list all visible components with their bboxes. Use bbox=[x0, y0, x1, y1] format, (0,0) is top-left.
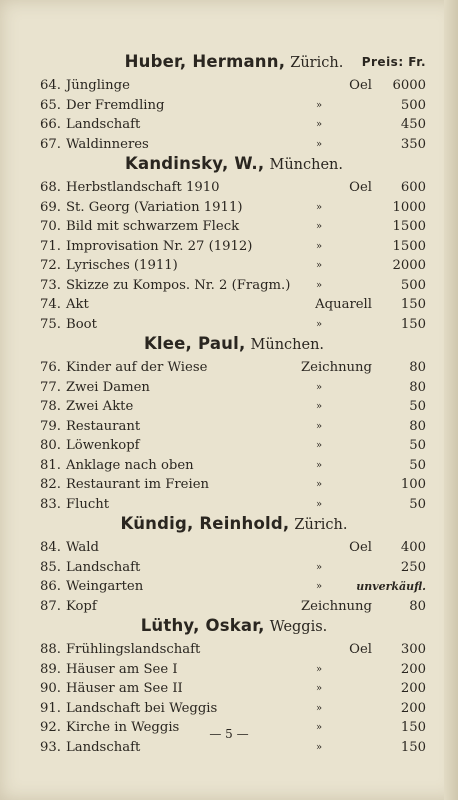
catalog-entry bbox=[40, 597, 428, 617]
artist-header bbox=[40, 334, 428, 358]
entry-technique: » bbox=[316, 561, 323, 573]
entry-number: 67. bbox=[40, 136, 61, 152]
page-edge bbox=[444, 0, 458, 800]
entry-number: 75. bbox=[40, 316, 61, 332]
artist-city: Weggis. bbox=[269, 619, 328, 635]
entry-price: 50 bbox=[409, 399, 426, 414]
entry-price: 350 bbox=[400, 136, 426, 152]
entry-price: 150 bbox=[400, 739, 426, 755]
catalog-entry bbox=[40, 475, 428, 495]
entry-price: 150 bbox=[400, 297, 426, 312]
entry-number: 77. bbox=[40, 379, 61, 395]
entry-title: Restaurant im Freien bbox=[66, 477, 209, 492]
catalog-list bbox=[40, 52, 428, 757]
entry-number: 66. bbox=[40, 117, 61, 132]
entry-technique: » bbox=[316, 581, 323, 592]
entry-price: 450 bbox=[400, 117, 426, 132]
artist-header bbox=[40, 52, 428, 76]
artist-city: Zürich. bbox=[290, 55, 344, 71]
entry-technique: » bbox=[316, 221, 323, 232]
entry-technique: Oel bbox=[349, 540, 372, 555]
entry-price: 200 bbox=[400, 681, 426, 696]
entry-technique: Oel bbox=[349, 642, 372, 657]
catalog-entry bbox=[40, 198, 428, 218]
entry-title: Anklage nach oben bbox=[66, 457, 194, 473]
entry-number: 72. bbox=[40, 258, 61, 273]
catalog-entry bbox=[40, 397, 428, 417]
entry-number: 93. bbox=[40, 739, 61, 755]
entry-technique: » bbox=[316, 240, 323, 252]
entry-number: 89. bbox=[40, 661, 61, 677]
catalog-entry bbox=[40, 115, 428, 135]
entry-price: 250 bbox=[400, 559, 426, 575]
catalog-entry bbox=[40, 436, 428, 456]
catalog-entry bbox=[40, 217, 428, 237]
entry-number: 65. bbox=[40, 97, 61, 113]
entry-number: 79. bbox=[40, 418, 61, 434]
entry-number: 71. bbox=[40, 238, 61, 254]
catalog-entry bbox=[40, 679, 428, 699]
entry-technique: Aquarell bbox=[315, 297, 372, 312]
artist-heading bbox=[40, 334, 428, 353]
entry-title: Herbstlandschaft 1910 bbox=[66, 180, 220, 195]
entry-technique: » bbox=[316, 279, 323, 291]
entry-technique: » bbox=[316, 498, 323, 510]
entry-title: Landschaft bbox=[66, 739, 141, 755]
page-number: — 5 — bbox=[209, 727, 249, 741]
artist-name: Kündig, Reinhold, bbox=[120, 514, 290, 533]
entry-price: 2000 bbox=[392, 258, 426, 273]
entry-number: 70. bbox=[40, 219, 61, 234]
catalog-entry bbox=[40, 699, 428, 719]
entry-technique: » bbox=[316, 479, 323, 490]
artist-city: München. bbox=[250, 337, 325, 353]
entry-price: unverkäufl. bbox=[356, 580, 426, 593]
entry-number: 88. bbox=[40, 642, 61, 657]
entry-number: 64. bbox=[40, 78, 61, 93]
entry-title: Zwei Damen bbox=[66, 379, 150, 395]
entry-price: 1500 bbox=[392, 219, 426, 234]
entry-title: Der Fremdling bbox=[66, 97, 165, 113]
entry-price: 80 bbox=[409, 598, 426, 614]
entry-technique: » bbox=[316, 420, 323, 432]
entry-technique: » bbox=[316, 119, 323, 130]
catalog-entry bbox=[40, 76, 428, 96]
entry-technique: » bbox=[316, 381, 323, 393]
entry-title: Wald bbox=[66, 540, 99, 555]
entry-technique: » bbox=[316, 401, 323, 412]
entry-number: 81. bbox=[40, 457, 61, 473]
catalog-entry bbox=[40, 295, 428, 315]
entry-title: Landschaft bbox=[66, 117, 141, 132]
artist-name: Huber, Hermann, bbox=[124, 52, 286, 71]
entry-price: 500 bbox=[400, 97, 426, 113]
entry-price: 600 bbox=[400, 180, 426, 195]
entry-title: Weingarten bbox=[66, 579, 144, 594]
entry-number: 68. bbox=[40, 180, 61, 195]
entry-number: 83. bbox=[40, 496, 61, 512]
entry-price: 1000 bbox=[392, 199, 426, 215]
entry-title: Häuser am See II bbox=[66, 681, 183, 696]
catalog-entry bbox=[40, 538, 428, 558]
entry-number: 92. bbox=[40, 720, 61, 735]
entry-technique: » bbox=[316, 201, 323, 213]
catalog-entry bbox=[40, 456, 428, 476]
entry-title: Boot bbox=[66, 316, 97, 332]
price-column-label: Preis: Fr. bbox=[361, 55, 426, 69]
catalog-entry bbox=[40, 417, 428, 437]
catalog-entry bbox=[40, 178, 428, 198]
entry-technique: Zeichnung bbox=[301, 598, 372, 614]
artist-name: Klee, Paul, bbox=[143, 334, 246, 353]
entry-technique: » bbox=[316, 741, 323, 753]
entry-price: 50 bbox=[409, 457, 426, 473]
entry-price: 200 bbox=[400, 700, 426, 716]
entry-number: 86. bbox=[40, 579, 61, 594]
entry-number: 91. bbox=[40, 700, 61, 716]
entry-technique: » bbox=[316, 722, 323, 733]
entry-title: Kirche in Weggis bbox=[66, 720, 180, 735]
entry-price: 1500 bbox=[392, 238, 426, 254]
entry-title: Häuser am See I bbox=[66, 661, 178, 677]
entry-number: 69. bbox=[40, 199, 61, 215]
entry-price: 150 bbox=[400, 720, 426, 735]
catalog-entry bbox=[40, 577, 428, 597]
entry-title: Kinder auf der Wiese bbox=[66, 360, 208, 375]
entry-price: 50 bbox=[409, 438, 426, 453]
entry-number: 90. bbox=[40, 681, 61, 696]
entry-price: 400 bbox=[400, 540, 426, 555]
entry-price: 80 bbox=[409, 360, 426, 375]
entry-technique: » bbox=[316, 138, 323, 150]
entry-technique: » bbox=[316, 318, 323, 330]
entry-title: St. Georg (Variation 1911) bbox=[66, 199, 243, 215]
catalog-entry bbox=[40, 660, 428, 680]
entry-number: 80. bbox=[40, 438, 61, 453]
catalog-entry bbox=[40, 256, 428, 276]
entry-title: Bild mit schwarzem Fleck bbox=[66, 219, 240, 234]
catalog-entry bbox=[40, 237, 428, 257]
entry-technique: Oel bbox=[349, 78, 372, 93]
catalog-entry bbox=[40, 558, 428, 578]
entry-title: Frühlingslandschaft bbox=[66, 642, 201, 657]
entry-title: Jünglinge bbox=[66, 78, 130, 93]
entry-title: Lyrisches (1911) bbox=[66, 258, 178, 273]
entry-number: 76. bbox=[40, 360, 61, 375]
entry-title: Landschaft bei Weggis bbox=[66, 700, 218, 716]
catalog-entry bbox=[40, 96, 428, 116]
entry-title: Improvisation Nr. 27 (1912) bbox=[66, 238, 253, 254]
entry-technique: Zeichnung bbox=[301, 360, 372, 375]
catalog-entry bbox=[40, 135, 428, 155]
entry-technique: » bbox=[316, 440, 323, 451]
artist-header bbox=[40, 616, 428, 640]
entry-price: 150 bbox=[400, 316, 426, 332]
entry-title: Löwenkopf bbox=[66, 438, 140, 453]
entry-number: 82. bbox=[40, 477, 61, 492]
entry-price: 50 bbox=[409, 496, 426, 512]
catalog-entry bbox=[40, 495, 428, 515]
entry-price: 100 bbox=[400, 477, 426, 492]
artist-city: Zürich. bbox=[294, 517, 348, 533]
entry-title: Restaurant bbox=[66, 418, 141, 434]
catalog-entry bbox=[40, 315, 428, 335]
artist-header bbox=[40, 514, 428, 538]
entry-technique: » bbox=[316, 663, 323, 675]
entry-price: 300 bbox=[400, 642, 426, 657]
artist-heading bbox=[40, 514, 428, 533]
catalog-entry bbox=[40, 378, 428, 398]
entry-number: 87. bbox=[40, 598, 61, 614]
entry-title: Skizze zu Kompos. Nr. 2 (Fragm.) bbox=[66, 277, 291, 293]
entry-number: 85. bbox=[40, 559, 61, 575]
entry-price: 80 bbox=[409, 418, 426, 434]
entry-number: 74. bbox=[40, 297, 61, 312]
entry-technique: » bbox=[316, 459, 323, 471]
entry-price: 6000 bbox=[392, 78, 426, 93]
catalog-entry bbox=[40, 276, 428, 296]
entry-technique: » bbox=[316, 702, 323, 714]
entry-number: 78. bbox=[40, 399, 61, 414]
artist-name: Kandinsky, W., bbox=[125, 154, 265, 173]
catalog-entry bbox=[40, 640, 428, 660]
entry-title: Akt bbox=[66, 297, 89, 312]
entry-price: 200 bbox=[400, 661, 426, 677]
entry-number: 73. bbox=[40, 277, 61, 293]
entry-technique: Oel bbox=[349, 180, 372, 195]
entry-price: 80 bbox=[409, 379, 426, 395]
artist-name: Lüthy, Oskar, bbox=[140, 616, 265, 635]
artist-city: München. bbox=[269, 157, 343, 173]
entry-title: Kopf bbox=[66, 598, 97, 614]
entry-title: Landschaft bbox=[66, 559, 141, 575]
artist-heading bbox=[40, 616, 428, 635]
artist-header bbox=[40, 154, 428, 178]
catalog-entry bbox=[40, 358, 428, 378]
entry-technique: » bbox=[316, 99, 323, 111]
entry-number: 84. bbox=[40, 540, 61, 555]
entry-title: Zwei Akte bbox=[66, 399, 134, 414]
entry-technique: » bbox=[316, 260, 323, 271]
entry-title: Flucht bbox=[66, 496, 110, 512]
entry-title: Waldinneres bbox=[66, 136, 149, 152]
entry-price: 500 bbox=[400, 277, 426, 293]
artist-heading bbox=[40, 154, 428, 173]
entry-technique: » bbox=[316, 683, 323, 694]
